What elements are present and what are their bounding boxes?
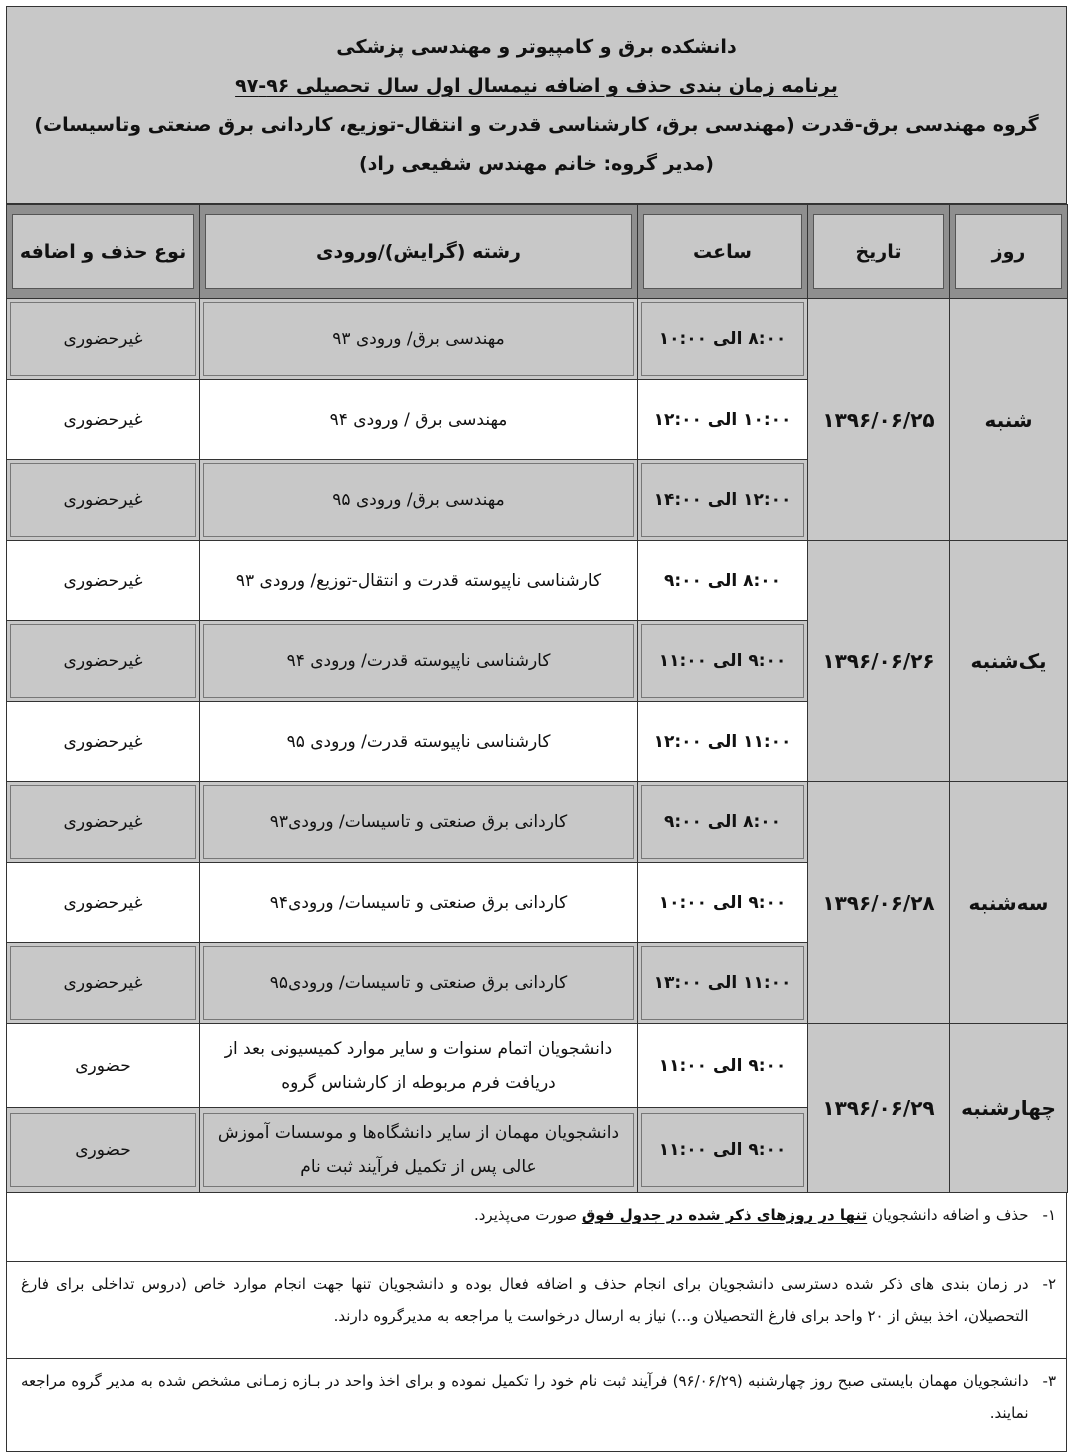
major-cell: کاردانی برق صنعتی و تاسیسات/ ورودی۹۴ <box>200 863 638 943</box>
day-cell: چهارشنبه <box>950 1024 1068 1193</box>
type-cell: غیرحضوری <box>7 702 200 782</box>
time-cell: ۸:۰۰ الی ۱۰:۰۰ <box>638 299 808 380</box>
note-item <box>7 1193 1066 1261</box>
time-cell: ۹:۰۰ الی ۱۱:۰۰ <box>638 1024 808 1108</box>
time-cell: ۱۰:۰۰ الی ۱۲:۰۰ <box>638 380 808 460</box>
type-cell: حضوری <box>7 1024 200 1108</box>
note-item <box>7 1358 1066 1451</box>
date-cell: ۱۳۹۶/۰۶/۲۹ <box>808 1024 950 1193</box>
type-cell: غیرحضوری <box>7 782 200 863</box>
day-cell: شنبه <box>950 299 1068 541</box>
major-cell: کارشناسی ناپیوسته قدرت/ ورودی ۹۴ <box>200 621 638 702</box>
col-header-date: تاریخ <box>808 205 950 299</box>
col-header-day: روز <box>950 205 1068 299</box>
time-cell: ۱۱:۰۰ الی ۱۲:۰۰ <box>638 702 808 782</box>
type-cell: غیرحضوری <box>7 541 200 621</box>
schedule-title-text: برنامه زمان بندی حذف و اضافه نیمسال اول سال تحصیلی ۹۶-۹۷ <box>235 75 838 97</box>
time-cell: ۸:۰۰ الی ۹:۰۰ <box>638 541 808 621</box>
note-text: در زمان بندی های ذکر شده دسترسی دانشجویان برای انجام حذف و اضافه فعال بوده و دانشجویان تنها جهت انجام موارد خاص (دروس تداخلی برای فارغ التحصیلان، اخذ بیش از ۲۰ واحد برای فارغ التحصیلان و...) نیاز به ارسال درخواست یا مراجعه به مدیرگروه دارند. <box>21 1275 1029 1325</box>
day-cell: یک‌شنبه <box>950 541 1068 782</box>
major-cell: کاردانی برق صنعتی و تاسیسات/ ورودی۹۳ <box>200 782 638 863</box>
note-number: ۲- <box>1042 1275 1056 1293</box>
col-header-type: نوع حذف و اضافه <box>7 205 200 299</box>
type-cell: غیرحضوری <box>7 863 200 943</box>
day-cell: سه‌شنبه <box>950 782 1068 1024</box>
note-text: حذف و اضافه دانشجویان تنها در روزهای ذکر شده در جدول فوق صورت می‌پذیرد. <box>473 1206 1029 1224</box>
table-row <box>7 782 1068 863</box>
major-cell: کاردانی برق صنعتی و تاسیسات/ ورودی۹۵ <box>200 943 638 1024</box>
col-header-time: ساعت <box>638 205 808 299</box>
major-cell: مهندسی برق / ورودی ۹۴ <box>200 380 638 460</box>
date-cell: ۱۳۹۶/۰۶/۲۸ <box>808 782 950 1024</box>
table-row <box>7 1024 1068 1108</box>
type-cell: غیرحضوری <box>7 621 200 702</box>
col-header-major: رشته (گرایش)/ورودی <box>200 205 638 299</box>
table-row <box>7 299 1068 380</box>
faculty-title: دانشکده برق و کامپیوتر و مهندسی پزشکی <box>336 36 737 58</box>
major-cell: کارشناسی ناپیوسته قدرت و انتقال-توزیع/ ورودی ۹۳ <box>200 541 638 621</box>
major-cell: مهندسی برق/ ورودی ۹۵ <box>200 460 638 541</box>
time-cell: ۱۲:۰۰ الی ۱۴:۰۰ <box>638 460 808 541</box>
major-cell: مهندسی برق/ ورودی ۹۳ <box>200 299 638 380</box>
type-cell: غیرحضوری <box>7 299 200 380</box>
time-cell: ۹:۰۰ الی ۱۱:۰۰ <box>638 1108 808 1193</box>
document-header <box>6 6 1067 204</box>
schedule-page <box>6 6 1067 1452</box>
time-cell: ۱۱:۰۰ الی ۱۳:۰۰ <box>638 943 808 1024</box>
date-cell: ۱۳۹۶/۰۶/۲۵ <box>808 299 950 541</box>
major-cell: دانشجویان مهمان از سایر دانشگاه‌ها و موسسات آموزش عالی پس از تکمیل فرآیند ثبت نام <box>200 1108 638 1193</box>
time-cell: ۸:۰۰ الی ۹:۰۰ <box>638 782 808 863</box>
note-text: دانشجویان مهمان بایستی صبح روز چهارشنبه (۹۶/۰۶/۲۹) فرآیند ثبت نام خود را تکمیل نموده و برای اخذ واحد در بـازه زمـانی مشخص شده به مدیر گروه مراجعه نمایند. <box>21 1372 1029 1422</box>
type-cell: غیرحضوری <box>7 943 200 1024</box>
time-cell: ۹:۰۰ الی ۱۰:۰۰ <box>638 863 808 943</box>
type-cell: غیرحضوری <box>7 460 200 541</box>
date-cell: ۱۳۹۶/۰۶/۲۶ <box>808 541 950 782</box>
note-number: ۳- <box>1042 1372 1056 1390</box>
note-number: ۱- <box>1042 1206 1056 1224</box>
table-header-row <box>7 205 1068 299</box>
table-row <box>7 541 1068 621</box>
major-cell: دانشجویان اتمام سنوات و سایر موارد کمیسیونی بعد از دریافت فرم مربوطه از کارشناس گروه <box>200 1024 638 1108</box>
group-manager: (مدیر گروه: خانم مهندس شفیعی راد) <box>358 153 714 175</box>
major-cell: کارشناسی ناپیوسته قدرت/ ورودی ۹۵ <box>200 702 638 782</box>
schedule-table <box>6 204 1068 1193</box>
type-cell: حضوری <box>7 1108 200 1193</box>
schedule-title <box>7 76 1066 96</box>
type-cell: غیرحضوری <box>7 380 200 460</box>
time-cell: ۹:۰۰ الی ۱۱:۰۰ <box>638 621 808 702</box>
group-title: گروه مهندسی برق-قدرت (مهندسی برق، کارشناسی قدرت و انتقال-توزیع، کاردانی برق صنعتی وتاسیسات) <box>34 114 1039 136</box>
note-emphasis: تنها در روزهای ذکر شده در جدول فوق <box>581 1206 868 1224</box>
notes-section <box>6 1193 1067 1452</box>
note-item <box>7 1261 1066 1358</box>
